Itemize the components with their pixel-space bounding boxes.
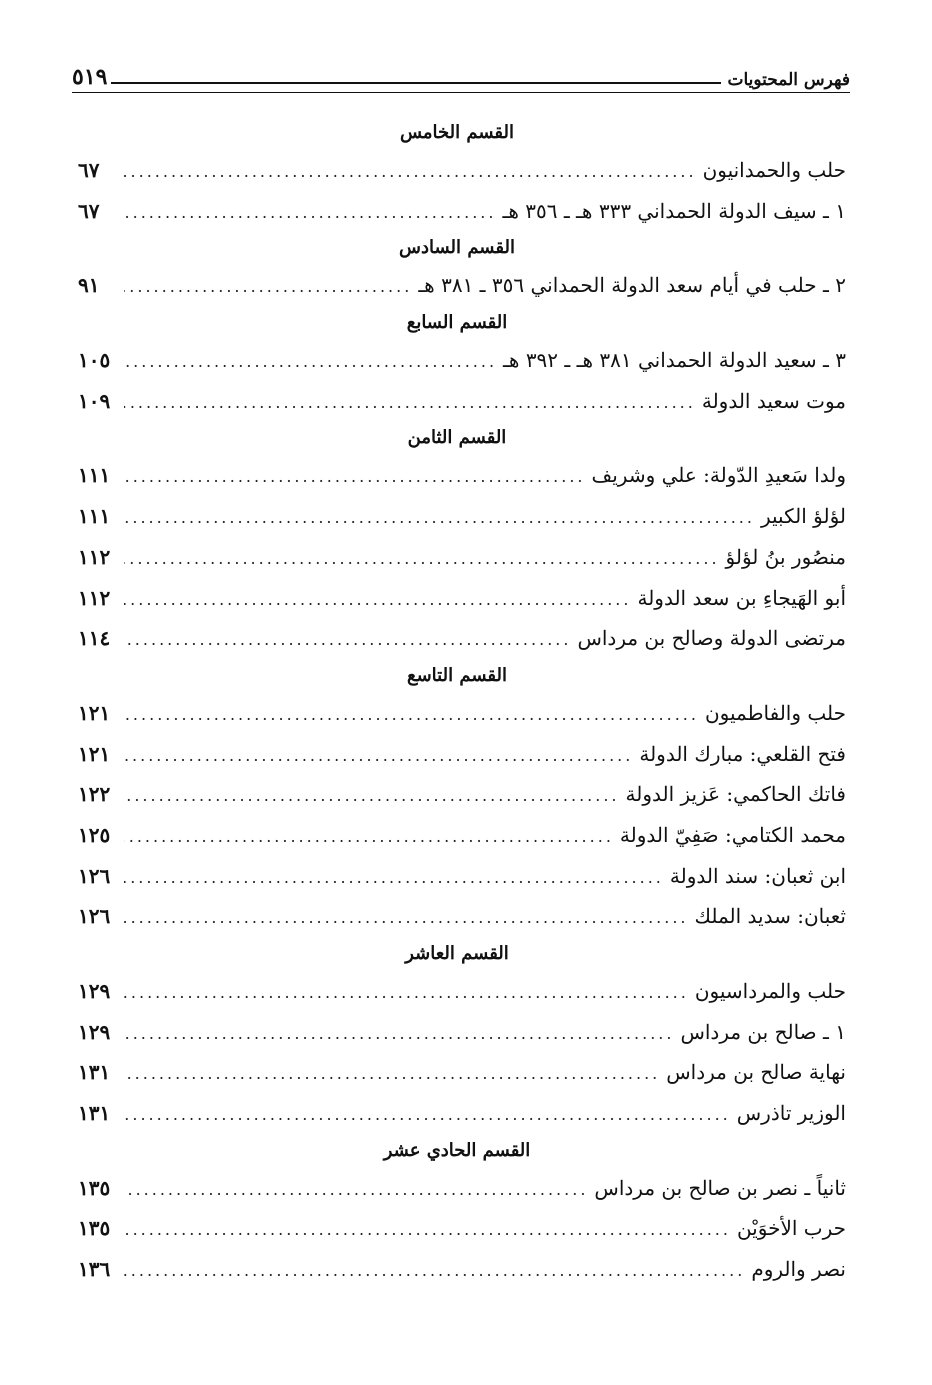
entry-page-number: ١١٢ [78,585,111,610]
toc-entry [78,578,846,619]
dot-leader [124,587,631,613]
entry-title: ١ ـ صالح بن مرداس [680,1019,846,1044]
entry-page-number: ١٢٩ [78,1019,111,1044]
entry-title: محمد الكتامي: صَفِيّ الدولة [619,822,846,847]
dot-leader [124,505,755,531]
entry-title: ابن ثعبان: سند الدولة [669,863,846,888]
entry-page-number: ٩١ [78,273,100,298]
entry-title: أبو الهَيجاءِ بن سعد الدولة [637,585,846,610]
entry-page-number: ١٠٩ [78,388,111,413]
running-head-rule [111,82,721,84]
entry-page-number: ١٢٩ [78,979,111,1003]
entry-title: ١ ـ سيف الدولة الحمداني ٣٣٣ هـ ـ ٣٥٦ هـ [502,198,846,223]
dot-leader [124,200,496,226]
entry-title: حلب والفاطميون [704,700,846,725]
dot-leader [124,702,699,728]
dot-leader [124,1021,674,1047]
entry-page-number: ١٣١ [78,1101,111,1126]
toc-entry [78,1249,846,1290]
entry-title: ولدا سَعيدِ الدّولة: علي وشريف [591,463,846,488]
dot-leader [124,783,620,809]
dot-leader [124,980,689,1006]
toc-entry [78,1052,846,1093]
toc-entry [78,340,846,381]
entry-page-number: ١٢١ [78,700,111,725]
entry-title: حلب والحمدانيون [702,158,846,182]
entry-title: موت سعيد الدولة [701,388,846,413]
dot-leader [124,546,720,572]
entry-title: ثانياً ـ نصر بن صالح بن مرداس [594,1175,846,1200]
dot-leader [124,159,697,185]
entry-page-number: ١١٢ [78,544,111,569]
entry-title: حرب الأخوَيْن [736,1216,846,1241]
entry-title: مرتضى الدولة وصالح بن مرداس [577,626,846,651]
section-heading: القسم السابع [406,312,508,334]
dot-leader [124,905,689,931]
toc-entry [78,815,846,856]
entry-title: فتح القلعي: مبارك الدولة [639,741,846,766]
dot-leader [124,1258,745,1284]
entry-title: منصُور بنُ لؤلؤ [725,544,846,569]
dot-leader [124,627,571,653]
toc-entry [78,150,846,191]
toc-entry [78,1093,846,1134]
dot-leader [124,390,696,416]
toc-entry [78,537,846,578]
toc-entry [78,265,846,306]
entry-title: ٢ ـ حلب في أيام سعد الدولة الحمداني ٣٥٦ ـ ٣٨١ هـ [418,273,846,298]
dot-leader [124,865,664,891]
entry-title: ثعبان: سديد الملك [694,904,846,929]
toc-entry [78,1208,846,1249]
dot-leader [124,1217,731,1243]
dot-leader [124,1177,588,1203]
page-number: ٥١٩ [72,64,108,90]
entry-page-number: ١١٤ [78,626,111,651]
entry-page-number: ١٢٦ [78,904,111,929]
toc-entry [78,971,846,1012]
entry-page-number: ١٣١ [78,1060,111,1085]
dot-leader [124,1061,660,1087]
toc-entry [78,381,846,422]
dot-leader [124,743,633,769]
section-heading: القسم التاسع [407,664,507,686]
entry-title: لؤلؤ الكبير [760,504,846,529]
toc-entry [78,1012,846,1053]
entry-title: فاتك الحاكمي: عَزيز الدولة [625,782,846,807]
entry-page-number: ١٢٦ [78,863,111,888]
entry-page-number: ١٣٥ [78,1175,111,1200]
entry-page-number: ٦٧ [78,198,100,223]
dot-leader [124,464,586,490]
entry-page-number: ١٢١ [78,741,111,766]
toc-entry [78,693,846,734]
dot-leader [124,349,497,375]
entry-title: الوزير تاذرس [736,1101,846,1126]
dot-leader [124,1102,731,1128]
entry-title: ٣ ـ سعيد الدولة الحمداني ٣٨١ هـ ـ ٣٩٢ هـ [503,348,846,373]
section-heading: القسم الحادي عشر [383,1139,531,1161]
entry-page-number: ١١١ [78,504,111,529]
toc-entry [78,618,846,659]
toc-entry [78,856,846,897]
entry-page-number: ١٣٥ [78,1216,111,1241]
running-head [72,54,850,90]
entry-title: نهاية صالح بن مرداس [666,1060,846,1085]
section-heading: القسم السادس [399,237,515,259]
toc-entry [78,734,846,775]
entry-page-number: ١٣٦ [78,1257,111,1282]
section-heading: القسم الثامن [407,427,507,449]
entry-title: حلب والمرداسيون [694,979,846,1003]
entry-page-number: ١٢٢ [78,782,111,807]
toc-entry [78,1168,846,1209]
entry-page-number: ١٢٥ [78,822,111,847]
dot-leader [124,824,614,850]
section-heading: القسم العاشر [405,943,509,964]
toc-entry [78,455,846,496]
toc-entry [78,774,846,815]
entry-page-number: ١٠٥ [78,348,111,373]
toc-entry [78,496,846,537]
section-heading: القسم الخامس [399,122,515,143]
toc-entry [78,191,846,232]
entry-page-number: ٦٧ [78,158,100,182]
entry-title: نصر والروم [751,1257,846,1282]
entry-page-number: ١١١ [78,463,111,488]
running-head-title: فهرس المحتويات [727,70,850,90]
header-divider [72,92,850,93]
dot-leader [124,274,412,300]
toc-entry [78,896,846,937]
table-of-contents [78,116,846,1290]
